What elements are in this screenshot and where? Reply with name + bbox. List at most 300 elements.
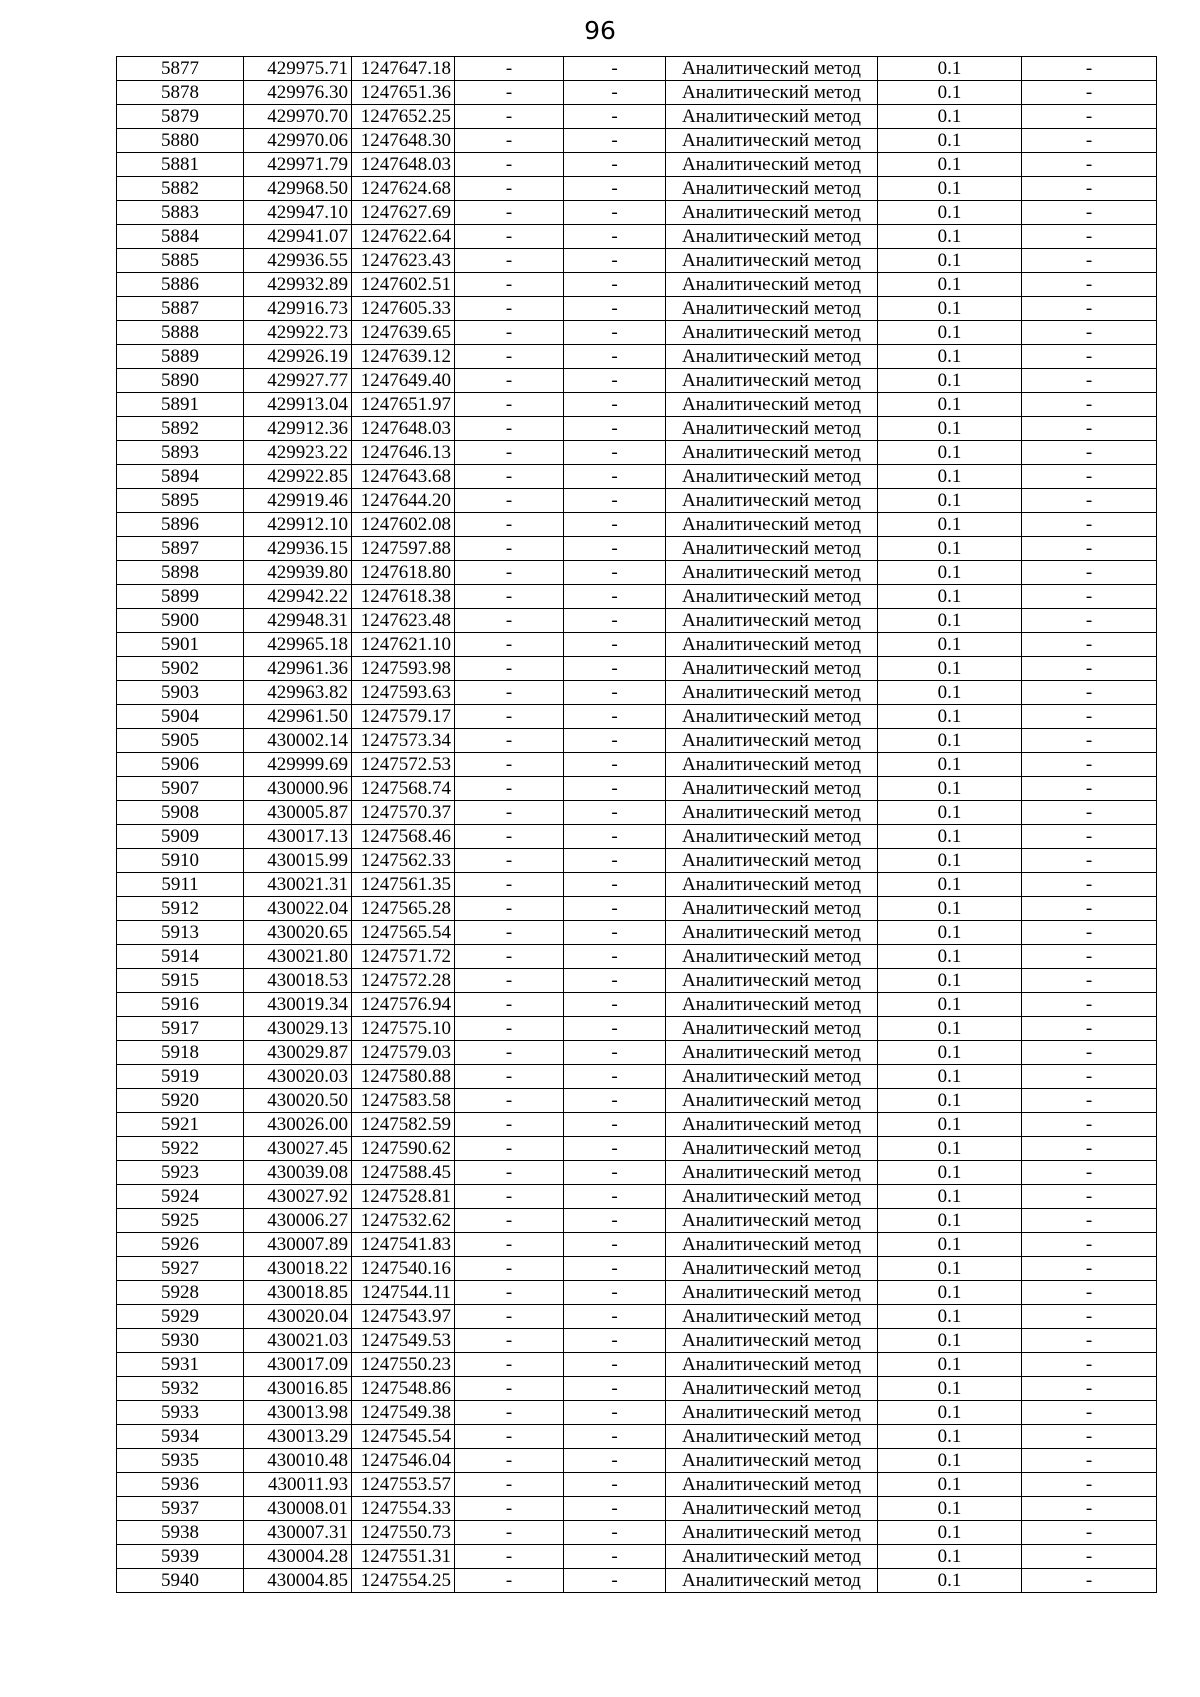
y-coordinate-cell: 1247562.33 [352,849,455,873]
table-row [117,801,1157,825]
method-cell: Аналитический метод [666,1209,878,1233]
x-coordinate-cell: 429975.71 [244,57,352,81]
y-coordinate-cell: 1247548.86 [352,1377,455,1401]
y-coordinate-cell: 1247644.20 [352,489,455,513]
method-cell: Аналитический метод [666,441,878,465]
method-cell: Аналитический метод [666,849,878,873]
table-row [117,681,1157,705]
x-coordinate-cell: 429912.36 [244,417,352,441]
col5-cell: - [564,1161,666,1185]
x-coordinate-cell: 429961.50 [244,705,352,729]
x-coordinate-cell: 429936.55 [244,249,352,273]
method-cell: Аналитический метод [666,225,878,249]
table-row [117,873,1157,897]
point-number-cell: 5915 [117,969,244,993]
col4-cell: - [455,489,564,513]
col5-cell: - [564,417,666,441]
coordinates-table [116,56,1157,1593]
col5-cell: - [564,921,666,945]
table-row [117,1521,1157,1545]
col4-cell: - [455,537,564,561]
table-row [117,1065,1157,1089]
y-coordinate-cell: 1247551.31 [352,1545,455,1569]
col8-cell: - [1022,345,1157,369]
col8-cell: - [1022,1473,1157,1497]
col4-cell: - [455,1209,564,1233]
accuracy-cell: 0.1 [878,873,1022,897]
page-number: 96 [584,16,616,45]
y-coordinate-cell: 1247621.10 [352,633,455,657]
col5-cell: - [564,897,666,921]
x-coordinate-cell: 429942.22 [244,585,352,609]
col4-cell: - [455,969,564,993]
col4-cell: - [455,1233,564,1257]
point-number-cell: 5906 [117,753,244,777]
col4-cell: - [455,1017,564,1041]
point-number-cell: 5907 [117,777,244,801]
col4-cell: - [455,201,564,225]
col8-cell: - [1022,297,1157,321]
point-number-cell: 5886 [117,273,244,297]
col4-cell: - [455,1425,564,1449]
col4-cell: - [455,1377,564,1401]
x-coordinate-cell: 429948.31 [244,609,352,633]
col5-cell: - [564,753,666,777]
col8-cell: - [1022,57,1157,81]
x-coordinate-cell: 430016.85 [244,1377,352,1401]
col8-cell: - [1022,369,1157,393]
y-coordinate-cell: 1247583.58 [352,1089,455,1113]
point-number-cell: 5905 [117,729,244,753]
col8-cell: - [1022,753,1157,777]
point-number-cell: 5883 [117,201,244,225]
col8-cell: - [1022,1209,1157,1233]
method-cell: Аналитический метод [666,777,878,801]
table-row [117,1473,1157,1497]
col5-cell: - [564,489,666,513]
method-cell: Аналитический метод [666,657,878,681]
col5-cell: - [564,1065,666,1089]
col5-cell: - [564,1041,666,1065]
point-number-cell: 5909 [117,825,244,849]
point-number-cell: 5911 [117,873,244,897]
table-row [117,345,1157,369]
point-number-cell: 5895 [117,489,244,513]
col4-cell: - [455,321,564,345]
y-coordinate-cell: 1247651.97 [352,393,455,417]
col8-cell: - [1022,897,1157,921]
accuracy-cell: 0.1 [878,1089,1022,1113]
accuracy-cell: 0.1 [878,1521,1022,1545]
method-cell: Аналитический метод [666,969,878,993]
table-row [117,753,1157,777]
y-coordinate-cell: 1247575.10 [352,1017,455,1041]
col5-cell: - [564,1281,666,1305]
x-coordinate-cell: 429961.36 [244,657,352,681]
col8-cell: - [1022,945,1157,969]
point-number-cell: 5929 [117,1305,244,1329]
table-row [117,1377,1157,1401]
col5-cell: - [564,1425,666,1449]
col4-cell: - [455,369,564,393]
table-row [117,633,1157,657]
col4-cell: - [455,465,564,489]
table-row [117,585,1157,609]
point-number-cell: 5884 [117,225,244,249]
x-coordinate-cell: 430004.85 [244,1569,352,1593]
accuracy-cell: 0.1 [878,585,1022,609]
col4-cell: - [455,297,564,321]
method-cell: Аналитический метод [666,297,878,321]
col8-cell: - [1022,1569,1157,1593]
col5-cell: - [564,177,666,201]
table-row [117,609,1157,633]
accuracy-cell: 0.1 [878,609,1022,633]
col5-cell: - [564,609,666,633]
y-coordinate-cell: 1247618.38 [352,585,455,609]
col8-cell: - [1022,417,1157,441]
col8-cell: - [1022,1185,1157,1209]
col4-cell: - [455,441,564,465]
accuracy-cell: 0.1 [878,489,1022,513]
accuracy-cell: 0.1 [878,417,1022,441]
x-coordinate-cell: 429919.46 [244,489,352,513]
accuracy-cell: 0.1 [878,1497,1022,1521]
method-cell: Аналитический метод [666,177,878,201]
y-coordinate-cell: 1247570.37 [352,801,455,825]
y-coordinate-cell: 1247648.30 [352,129,455,153]
col4-cell: - [455,825,564,849]
col8-cell: - [1022,81,1157,105]
method-cell: Аналитический метод [666,537,878,561]
point-number-cell: 5890 [117,369,244,393]
col4-cell: - [455,729,564,753]
y-coordinate-cell: 1247549.38 [352,1401,455,1425]
x-coordinate-cell: 430020.65 [244,921,352,945]
col8-cell: - [1022,633,1157,657]
y-coordinate-cell: 1247573.34 [352,729,455,753]
col5-cell: - [564,105,666,129]
col5-cell: - [564,249,666,273]
col5-cell: - [564,873,666,897]
method-cell: Аналитический метод [666,897,878,921]
point-number-cell: 5916 [117,993,244,1017]
col8-cell: - [1022,537,1157,561]
point-number-cell: 5938 [117,1521,244,1545]
accuracy-cell: 0.1 [878,945,1022,969]
y-coordinate-cell: 1247623.43 [352,249,455,273]
col8-cell: - [1022,825,1157,849]
table-row [117,81,1157,105]
accuracy-cell: 0.1 [878,1041,1022,1065]
col5-cell: - [564,705,666,729]
accuracy-cell: 0.1 [878,1281,1022,1305]
y-coordinate-cell: 1247553.57 [352,1473,455,1497]
x-coordinate-cell: 429932.89 [244,273,352,297]
accuracy-cell: 0.1 [878,513,1022,537]
col5-cell: - [564,441,666,465]
col4-cell: - [455,81,564,105]
y-coordinate-cell: 1247602.51 [352,273,455,297]
col5-cell: - [564,345,666,369]
col4-cell: - [455,633,564,657]
table-row [117,1257,1157,1281]
method-cell: Аналитический метод [666,57,878,81]
col4-cell: - [455,705,564,729]
x-coordinate-cell: 429916.73 [244,297,352,321]
col4-cell: - [455,1281,564,1305]
col4-cell: - [455,417,564,441]
method-cell: Аналитический метод [666,801,878,825]
col4-cell: - [455,1521,564,1545]
y-coordinate-cell: 1247579.17 [352,705,455,729]
x-coordinate-cell: 429963.82 [244,681,352,705]
y-coordinate-cell: 1247572.53 [352,753,455,777]
point-number-cell: 5928 [117,1281,244,1305]
x-coordinate-cell: 429970.70 [244,105,352,129]
col5-cell: - [564,681,666,705]
method-cell: Аналитический метод [666,1041,878,1065]
table-row [117,777,1157,801]
x-coordinate-cell: 430021.31 [244,873,352,897]
accuracy-cell: 0.1 [878,921,1022,945]
accuracy-cell: 0.1 [878,1185,1022,1209]
accuracy-cell: 0.1 [878,777,1022,801]
col8-cell: - [1022,273,1157,297]
point-number-cell: 5899 [117,585,244,609]
x-coordinate-cell: 429976.30 [244,81,352,105]
point-number-cell: 5889 [117,345,244,369]
x-coordinate-cell: 429936.15 [244,537,352,561]
col8-cell: - [1022,1377,1157,1401]
col5-cell: - [564,81,666,105]
col4-cell: - [455,1137,564,1161]
col5-cell: - [564,1497,666,1521]
point-number-cell: 5885 [117,249,244,273]
table-row [117,1041,1157,1065]
col8-cell: - [1022,1017,1157,1041]
accuracy-cell: 0.1 [878,801,1022,825]
col5-cell: - [564,393,666,417]
method-cell: Аналитический метод [666,1233,878,1257]
table-row [117,1233,1157,1257]
point-number-cell: 5887 [117,297,244,321]
y-coordinate-cell: 1247550.23 [352,1353,455,1377]
point-number-cell: 5939 [117,1545,244,1569]
method-cell: Аналитический метод [666,1065,878,1089]
table-row [117,537,1157,561]
col8-cell: - [1022,1113,1157,1137]
col4-cell: - [455,345,564,369]
point-number-cell: 5940 [117,1569,244,1593]
point-number-cell: 5900 [117,609,244,633]
point-number-cell: 5896 [117,513,244,537]
col4-cell: - [455,657,564,681]
y-coordinate-cell: 1247543.97 [352,1305,455,1329]
col5-cell: - [564,57,666,81]
x-coordinate-cell: 429939.80 [244,561,352,585]
point-number-cell: 5926 [117,1233,244,1257]
col8-cell: - [1022,321,1157,345]
x-coordinate-cell: 430011.93 [244,1473,352,1497]
point-number-cell: 5931 [117,1353,244,1377]
accuracy-cell: 0.1 [878,561,1022,585]
accuracy-cell: 0.1 [878,1161,1022,1185]
y-coordinate-cell: 1247554.25 [352,1569,455,1593]
col8-cell: - [1022,801,1157,825]
x-coordinate-cell: 429941.07 [244,225,352,249]
point-number-cell: 5902 [117,657,244,681]
col8-cell: - [1022,849,1157,873]
x-coordinate-cell: 429922.73 [244,321,352,345]
x-coordinate-cell: 429965.18 [244,633,352,657]
point-number-cell: 5912 [117,897,244,921]
x-coordinate-cell: 430021.03 [244,1329,352,1353]
col8-cell: - [1022,1041,1157,1065]
col5-cell: - [564,1329,666,1353]
method-cell: Аналитический метод [666,1113,878,1137]
method-cell: Аналитический метод [666,1137,878,1161]
accuracy-cell: 0.1 [878,1473,1022,1497]
x-coordinate-cell: 430018.22 [244,1257,352,1281]
accuracy-cell: 0.1 [878,225,1022,249]
point-number-cell: 5937 [117,1497,244,1521]
col5-cell: - [564,1113,666,1137]
y-coordinate-cell: 1247649.40 [352,369,455,393]
x-coordinate-cell: 429922.85 [244,465,352,489]
table-row [117,369,1157,393]
y-coordinate-cell: 1247648.03 [352,153,455,177]
col5-cell: - [564,801,666,825]
table-row [117,153,1157,177]
method-cell: Аналитический метод [666,873,878,897]
col8-cell: - [1022,129,1157,153]
table-row [117,1305,1157,1329]
col8-cell: - [1022,465,1157,489]
table-row [117,1281,1157,1305]
x-coordinate-cell: 429968.50 [244,177,352,201]
col4-cell: - [455,1257,564,1281]
accuracy-cell: 0.1 [878,153,1022,177]
accuracy-cell: 0.1 [878,297,1022,321]
col4-cell: - [455,1089,564,1113]
accuracy-cell: 0.1 [878,1257,1022,1281]
x-coordinate-cell: 430017.13 [244,825,352,849]
y-coordinate-cell: 1247597.88 [352,537,455,561]
col8-cell: - [1022,609,1157,633]
y-coordinate-cell: 1247554.33 [352,1497,455,1521]
point-number-cell: 5891 [117,393,244,417]
accuracy-cell: 0.1 [878,129,1022,153]
point-number-cell: 5921 [117,1113,244,1137]
table-row [117,1449,1157,1473]
y-coordinate-cell: 1247646.13 [352,441,455,465]
col5-cell: - [564,321,666,345]
col4-cell: - [455,945,564,969]
accuracy-cell: 0.1 [878,321,1022,345]
point-number-cell: 5920 [117,1089,244,1113]
method-cell: Аналитический метод [666,1305,878,1329]
method-cell: Аналитический метод [666,1353,878,1377]
col8-cell: - [1022,1497,1157,1521]
col4-cell: - [455,1401,564,1425]
col5-cell: - [564,513,666,537]
col4-cell: - [455,753,564,777]
x-coordinate-cell: 430004.28 [244,1545,352,1569]
col4-cell: - [455,993,564,1017]
col8-cell: - [1022,1065,1157,1089]
method-cell: Аналитический метод [666,1473,878,1497]
col8-cell: - [1022,1329,1157,1353]
accuracy-cell: 0.1 [878,1329,1022,1353]
x-coordinate-cell: 430018.53 [244,969,352,993]
col5-cell: - [564,585,666,609]
col5-cell: - [564,993,666,1017]
x-coordinate-cell: 430000.96 [244,777,352,801]
col4-cell: - [455,873,564,897]
col5-cell: - [564,1473,666,1497]
accuracy-cell: 0.1 [878,249,1022,273]
accuracy-cell: 0.1 [878,1545,1022,1569]
col8-cell: - [1022,489,1157,513]
x-coordinate-cell: 429913.04 [244,393,352,417]
point-number-cell: 5917 [117,1017,244,1041]
col5-cell: - [564,825,666,849]
accuracy-cell: 0.1 [878,633,1022,657]
point-number-cell: 5923 [117,1161,244,1185]
table-row [117,561,1157,585]
method-cell: Аналитический метод [666,609,878,633]
point-number-cell: 5898 [117,561,244,585]
col5-cell: - [564,1569,666,1593]
col5-cell: - [564,1545,666,1569]
method-cell: Аналитический метод [666,753,878,777]
method-cell: Аналитический метод [666,921,878,945]
method-cell: Аналитический метод [666,249,878,273]
col8-cell: - [1022,1545,1157,1569]
table-row [117,945,1157,969]
accuracy-cell: 0.1 [878,1113,1022,1137]
col4-cell: - [455,897,564,921]
point-number-cell: 5924 [117,1185,244,1209]
point-number-cell: 5881 [117,153,244,177]
table-row [117,1425,1157,1449]
accuracy-cell: 0.1 [878,273,1022,297]
col5-cell: - [564,297,666,321]
col5-cell: - [564,1449,666,1473]
table-row [117,1209,1157,1233]
y-coordinate-cell: 1247602.08 [352,513,455,537]
method-cell: Аналитический метод [666,825,878,849]
table-row [117,417,1157,441]
col5-cell: - [564,849,666,873]
col5-cell: - [564,1209,666,1233]
accuracy-cell: 0.1 [878,1233,1022,1257]
method-cell: Аналитический метод [666,393,878,417]
y-coordinate-cell: 1247576.94 [352,993,455,1017]
col4-cell: - [455,585,564,609]
col5-cell: - [564,1089,666,1113]
y-coordinate-cell: 1247651.36 [352,81,455,105]
col5-cell: - [564,729,666,753]
col4-cell: - [455,921,564,945]
table-row [117,177,1157,201]
col4-cell: - [455,129,564,153]
y-coordinate-cell: 1247622.64 [352,225,455,249]
accuracy-cell: 0.1 [878,969,1022,993]
table-row [117,513,1157,537]
point-number-cell: 5922 [117,1137,244,1161]
